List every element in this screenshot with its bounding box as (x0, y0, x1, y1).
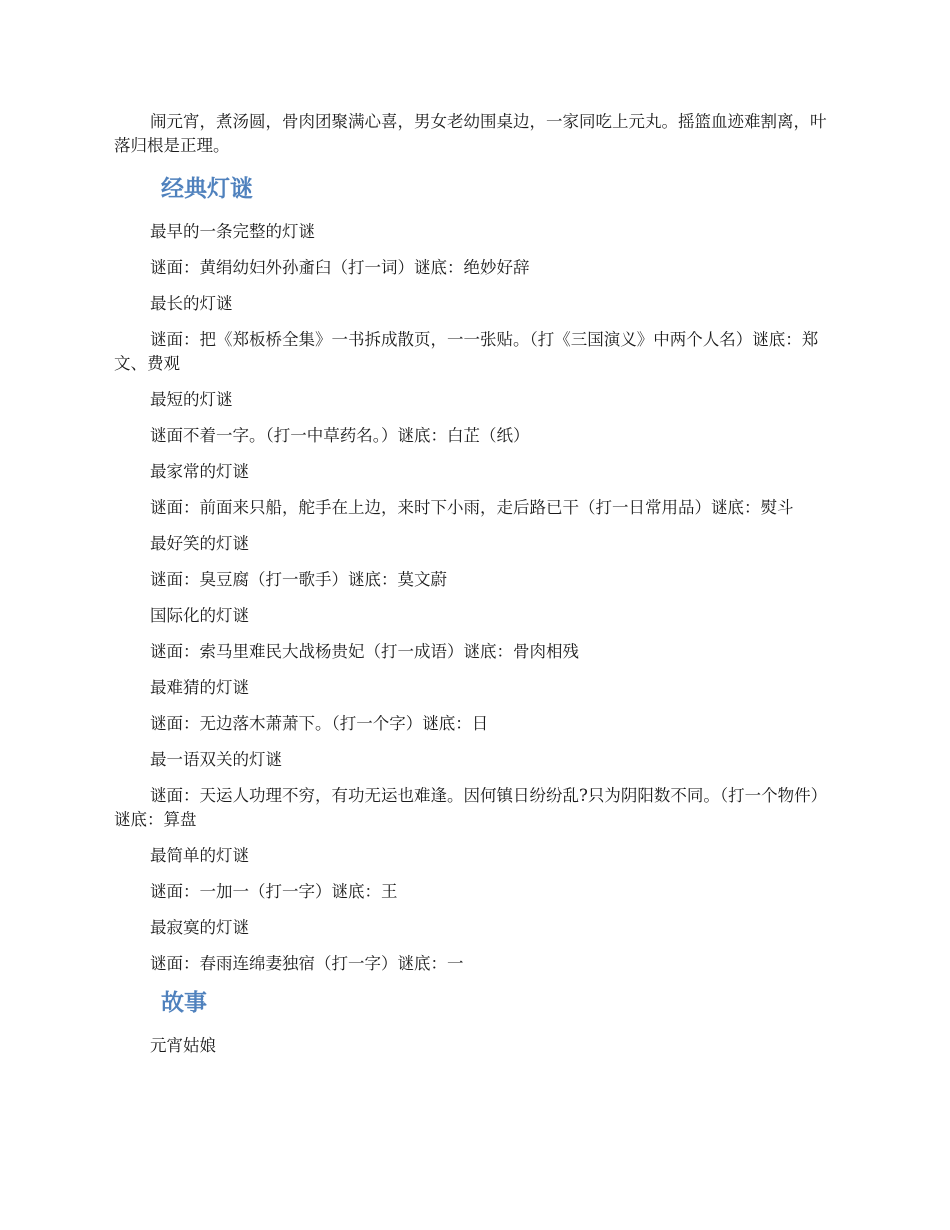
riddle-title: 国际化的灯谜 (150, 606, 249, 625)
riddle-text: 谜面：天运人功理不穷，有功无运也难逢。因何镇日纷纷乱?只为阴阳数不同。（打一个物件）谜底：算盘 (114, 786, 828, 829)
riddle-title: 最家常的灯谜 (150, 462, 249, 481)
riddle-text: 谜面：春雨连绵妻独宿（打一字）谜底：一 (150, 954, 464, 973)
riddle-text: 谜面：无边落木萧萧下。（打一个字）谜底：日 (150, 714, 489, 733)
document-body (114, 110, 840, 1070)
riddle-title: 最简单的灯谜 (150, 846, 249, 865)
story-title: 元宵姑娘 (150, 1036, 216, 1055)
riddle-text: 谜面不着一字。（打一中草药名。）谜底：白芷（纸） (150, 426, 530, 445)
section-heading-story: 故事 (161, 990, 207, 1016)
riddle-text: 谜面：前面来只船，舵手在上边，来时下小雨，走后路已干（打一日常用品）谜底：熨斗 (150, 498, 794, 517)
riddle-title: 最寂寞的灯谜 (150, 918, 249, 937)
riddle-title: 最一语双关的灯谜 (150, 750, 282, 769)
riddle-title: 最难猜的灯谜 (150, 678, 249, 697)
section-heading-riddles: 经典灯谜 (161, 176, 253, 202)
riddle-text: 谜面：一加一（打一字）谜底：王 (150, 882, 398, 901)
riddle-title: 最好笑的灯谜 (150, 534, 249, 553)
riddle-text: 谜面：索马里难民大战杨贵妃（打一成语）谜底：骨肉相残 (150, 642, 579, 661)
riddle-title: 最早的一条完整的灯谜 (150, 222, 315, 241)
riddle-text: 谜面：臭豆腐（打一歌手）谜底：莫文蔚 (150, 570, 447, 589)
riddle-text: 谜面：黄绢幼妇外孙齑臼（打一词）谜底：绝妙好辞 (150, 258, 530, 277)
riddle-title: 最短的灯谜 (150, 390, 233, 409)
riddle-title: 最长的灯谜 (150, 294, 233, 313)
intro-paragraph: 闹元宵，煮汤圆，骨肉团聚满心喜，男女老幼围桌边，一家同吃上元丸。摇篮血迹难割离，叶落归根是正理。 (114, 112, 827, 155)
riddle-text: 谜面：把《郑板桥全集》一书拆成散页，一一张贴。（打《三国演义》中两个人名）谜底：郑文、费观 (114, 330, 819, 373)
